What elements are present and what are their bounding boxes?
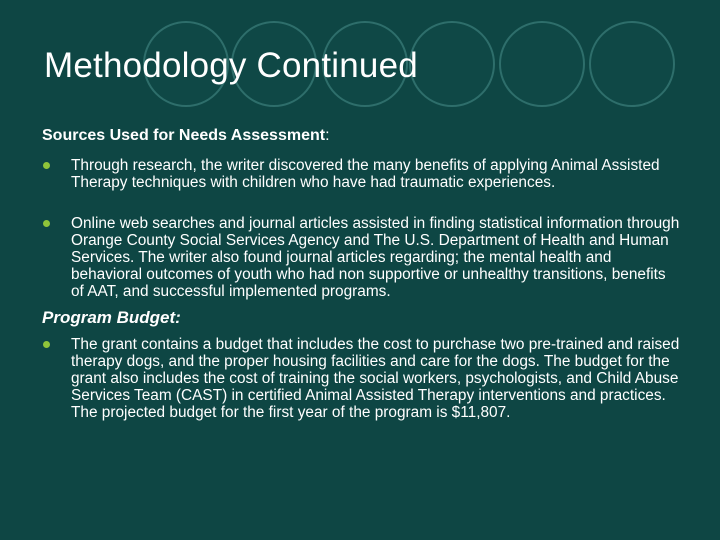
bullet-dot-icon — [43, 162, 50, 169]
decorative-circle — [590, 22, 674, 106]
bullet-dot-icon — [43, 220, 50, 227]
list-item — [42, 336, 682, 421]
decorative-circle — [410, 22, 494, 106]
section-heading-text: Sources Used for Needs Assessment — [42, 127, 326, 144]
bullet-text: Through research, the writer discovered the many benefits of applying Animal Assisted Therapy techniques with children who have had traumatic experiences. — [71, 157, 660, 191]
section-heading-sources — [42, 126, 682, 146]
slide-title: Methodology Continued — [44, 46, 418, 85]
section-heading-budget: Program Budget: — [42, 308, 181, 327]
budget-bullet-list — [42, 336, 682, 421]
sources-bullet-list — [42, 157, 682, 300]
bullet-text: The grant contains a budget that includes the cost to purchase two pre-trained and raised therapy dogs, and the proper housing facilities and care for the dogs. The budget for the grant also includes the cost of training the social workers, psychologists, and Child Abuse Services Team (CAST) in certified Animal Assisted Therapy interventions and practices. The projected budget for the first year of the program is $11,807. — [71, 336, 680, 421]
list-item — [42, 215, 682, 300]
bullet-text: Online web searches and journal articles assisted in finding statistical information through Orange County Social Services Agency and The U.S. Department of Health and Human Services. The writer also found journal articles regarding; the mental health and behavioral outcomes of youth who had non supportive or unhealthy transitions, benefits of AAT, and successful implemented programs. — [71, 215, 680, 300]
bullet-dot-icon — [43, 341, 50, 348]
slide-content — [42, 126, 682, 421]
list-item — [42, 157, 682, 191]
decorative-circle — [500, 22, 584, 106]
section-heading-colon: : — [325, 127, 330, 144]
